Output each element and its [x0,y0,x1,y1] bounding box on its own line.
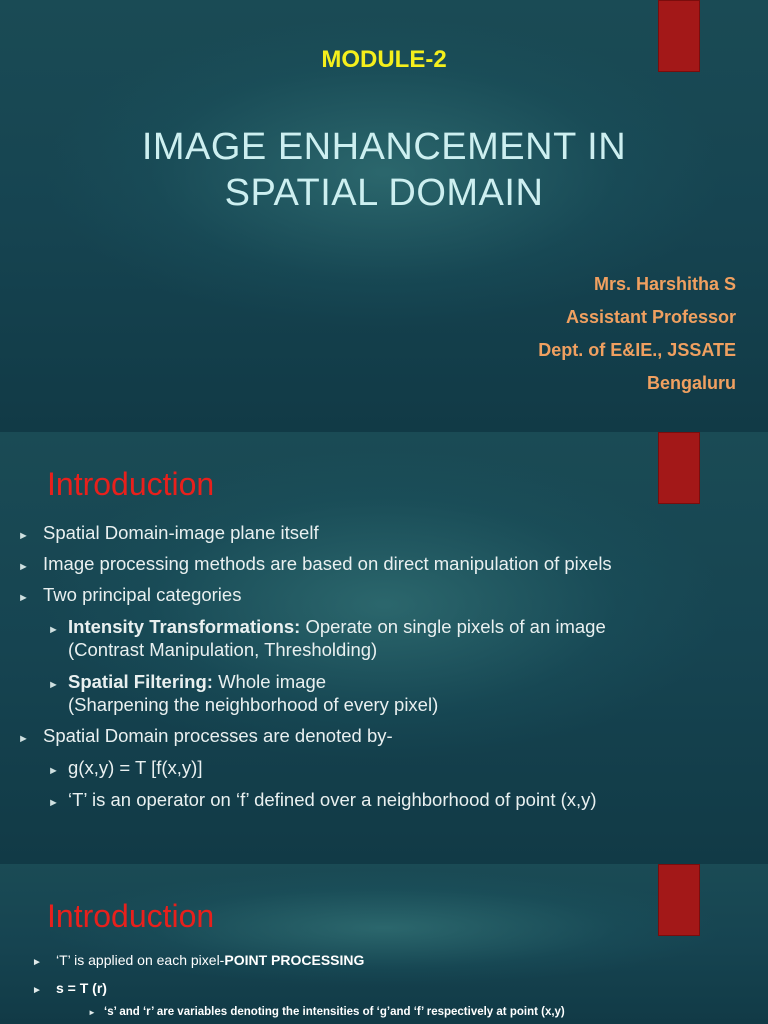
bullet-arrow-icon: ► [18,561,29,573]
author-city: Bengaluru [646,373,736,393]
bullet-arrow-icon: ► [48,765,59,777]
slide-heading: Introduction [47,466,215,502]
author-department: Dept. of E&IE., JSSATE [538,340,736,360]
bullet-item [18,584,758,606]
formula-text: g(x,y) = T [f(x,y)] [68,757,203,778]
introduction-slide [0,432,768,864]
accent-tab [658,864,700,936]
author-designation: Assistant Professor [565,307,736,327]
term-description: Whole image [212,671,327,692]
bullet-arrow-icon: ► [48,679,59,691]
bullet-arrow-icon: ► [32,985,42,996]
sub-bullet-item [48,615,758,661]
bullet-item [18,725,758,747]
title-line-1: IMAGE ENHANCEMENT IN [141,126,627,168]
slide-heading: Introduction [47,898,215,934]
bullet-item [32,952,752,968]
bullet-arrow-icon: ► [18,592,29,604]
module-label: MODULE-2 [321,46,447,73]
term-spatial-filtering: Spatial Filtering: [68,671,213,692]
title-line-2: SPATIAL DOMAIN [224,172,544,214]
bullet-text [56,952,364,968]
sub-bullet-text: ‘s’ and ‘r’ are variables denoting the intensities of ‘g’and ‘f’ respectively at point (x,y) [104,1006,565,1018]
bullet-text: Image processing methods are based on direct manipulation of pixels [43,553,612,574]
bullet-arrow-icon: ► [48,624,59,636]
bullet-text: Two principal categories [43,584,242,605]
bullet-arrow-icon: ► [48,797,59,809]
sub-bullet-text [68,615,606,661]
bullet-item [18,522,758,544]
accent-tab [658,432,700,504]
sub-bullet-item [48,788,758,811]
bullet-arrow-icon: ► [88,1008,96,1017]
sub-bullet-item [88,1006,752,1018]
bullet-text: Spatial Domain processes are denoted by- [43,725,393,746]
sub-bullet-item [48,670,758,716]
sub-bullet-text: ‘T’ is an operator on ‘f’ defined over a neighborhood of point (x,y) [68,789,597,810]
term-description: Operate on single pixels of an image [300,616,606,637]
sub-bullet-text [68,670,438,716]
term-examples: (Contrast Manipulation, Thresholding) [68,639,378,660]
bullet-item [18,553,758,575]
bullet-list [18,522,758,820]
term-intensity-transformations: Intensity Transformations: [68,616,301,637]
bullet-list [32,952,752,1024]
bullet-bold-text: POINT PROCESSING [224,952,365,968]
bullet-arrow-icon: ► [18,733,29,745]
bullet-arrow-icon: ► [18,530,29,542]
bullet-item [32,980,752,996]
term-examples: (Sharpening the neighborhood of every pixel) [68,694,439,715]
bullet-text: Spatial Domain-image plane itself [43,522,319,543]
author-name: Mrs. Harshitha S [593,274,736,294]
formula-text: s = T (r) [56,980,107,996]
introduction-slide-2 [0,864,768,1024]
bullet-arrow-icon: ► [32,957,42,968]
title-slide [0,0,768,432]
slide-title [84,124,684,216]
sub-bullet-item [48,756,758,779]
author-block [538,268,736,400]
bullet-plain-text: ‘T’ is applied on each pixel- [56,952,225,968]
